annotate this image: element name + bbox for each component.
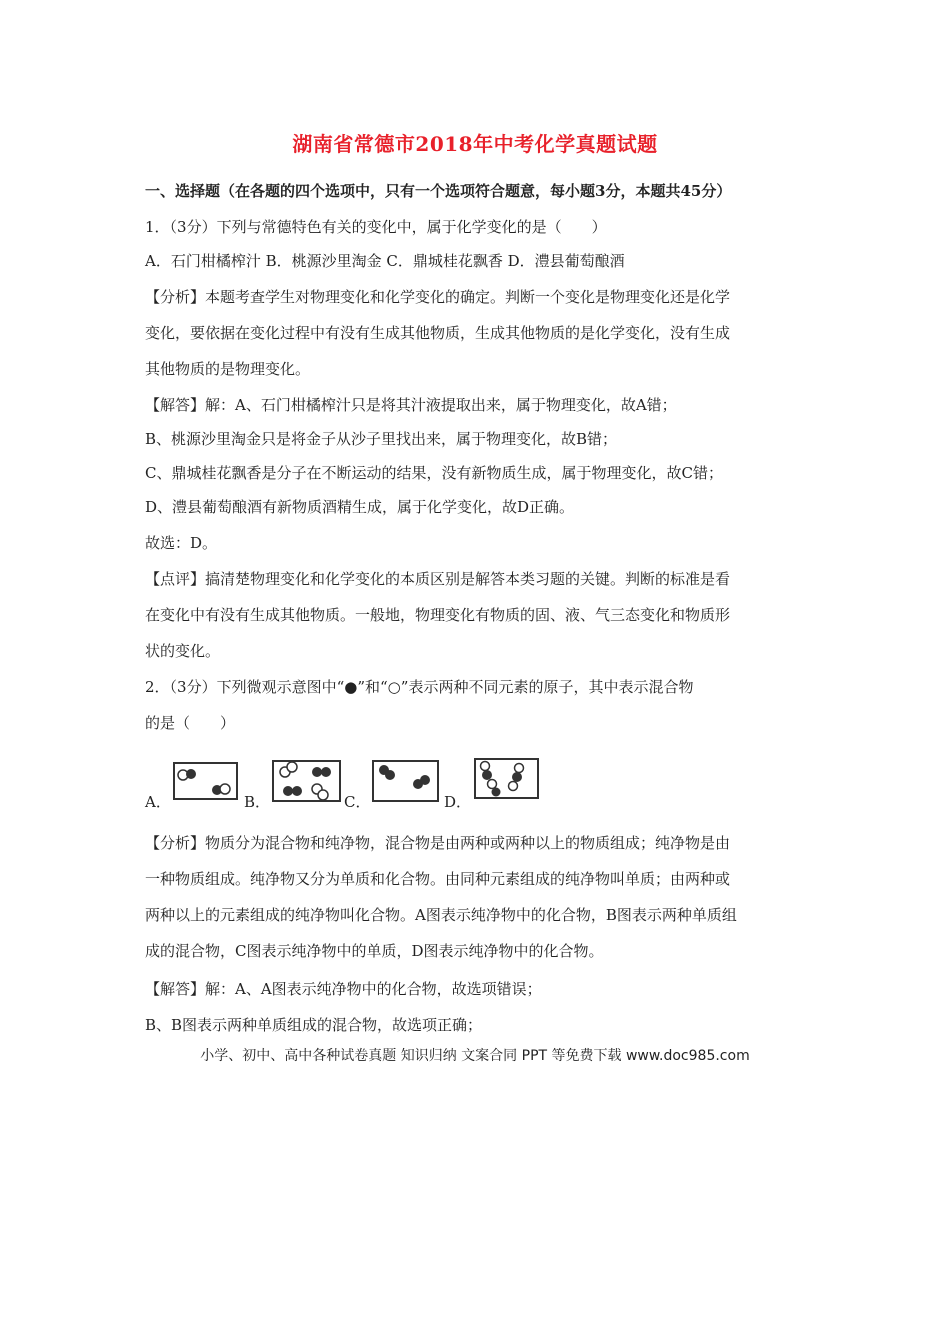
diagram-c — [371, 758, 441, 804]
analysis-line: 【分析】本题考查学生对物理变化和化学变化的确定。判断一个变化是物理变化还是化学 — [145, 288, 731, 306]
question-1-options: A．石门柑橘榨汁 B．桃源沙里淘金 C．鼎城桂花飘香 D．澧县葡萄酿酒 — [145, 252, 625, 270]
diagram-b — [271, 758, 343, 804]
choice-line: 故选：D。 — [145, 534, 218, 552]
answer-line: B、桃源沙里淘金只是将金子从沙子里找出来，属于物理变化，故B错； — [145, 430, 618, 448]
analysis-line: 两种以上的元素组成的纯净物叫化合物。A图表示纯净物中的化合物，B图表示两种单质组 — [145, 906, 737, 924]
question-2: 2．（3分）下列微观示意图中“●”和“○”表示两种不同元素的原子，其中表示混合物 — [145, 678, 694, 696]
answer-line: 【解答】解：A、A图表示纯净物中的化合物，故选项错误； — [145, 980, 542, 998]
analysis-line: 其他物质的是物理变化。 — [145, 360, 311, 378]
option-d-label: D． — [444, 793, 472, 811]
analysis-line: 一种物质组成。纯净物又分为单质和化合物。由同种元素组成的纯净物叫单质；由两种或 — [145, 870, 731, 888]
comment-line: 状的变化。 — [145, 642, 221, 660]
answer-line: D、澧县葡萄酿酒有新物质酒精生成，属于化学变化，故D正确。 — [145, 498, 575, 516]
option-b-label: B． — [244, 793, 271, 811]
question-1: 1．（3分）下列与常德特色有关的变化中，属于化学变化的是（ ） — [145, 218, 607, 236]
diagram-a — [172, 760, 240, 802]
comment-line: 在变化中有没有生成其他物质。一般地，物理变化有物质的固、液、气三态变化和物质形 — [145, 606, 731, 624]
section-heading: 一、选择题（在各题的四个选项中，只有一个选项符合题意，每小题3分，本题共45分） — [145, 182, 732, 200]
analysis-line: 【分析】物质分为混合物和纯净物，混合物是由两种或两种以上的物质组成；纯净物是由 — [145, 834, 731, 852]
analysis-line: 变化，要依据在变化过程中有没有生成其他物质，生成其他物质的是化学变化，没有生成 — [145, 324, 731, 342]
comment-line: 【点评】搞清楚物理变化和化学变化的本质区别是解答本类习题的关键。判断的标准是看 — [145, 570, 731, 588]
page-title: 湖南省常德市2018年中考化学真题试题 — [292, 132, 658, 156]
page-footer: 小学、初中、高中各种试卷真题 知识归纳 文案合同 PPT 等免费下载 www.doc985.com — [200, 1048, 750, 1064]
answer-line: 【解答】解：A、石门柑橘榨汁只是将其汁液提取出来，属于物理变化，故A错； — [145, 396, 677, 414]
answer-line: B、B图表示两种单质组成的混合物，故选项正确； — [145, 1016, 483, 1034]
analysis-line: 成的混合物，C图表示纯净物中的单质，D图表示纯净物中的化合物。 — [145, 942, 604, 960]
answer-line: C、鼎城桂花飘香是分子在不断运动的结果，没有新物质生成，属于物理变化，故C错； — [145, 464, 723, 482]
diagram-d — [473, 756, 541, 802]
question-2: 的是（ ） — [145, 714, 236, 732]
option-a-label: A． — [145, 793, 171, 811]
option-c-label: C． — [344, 793, 371, 811]
